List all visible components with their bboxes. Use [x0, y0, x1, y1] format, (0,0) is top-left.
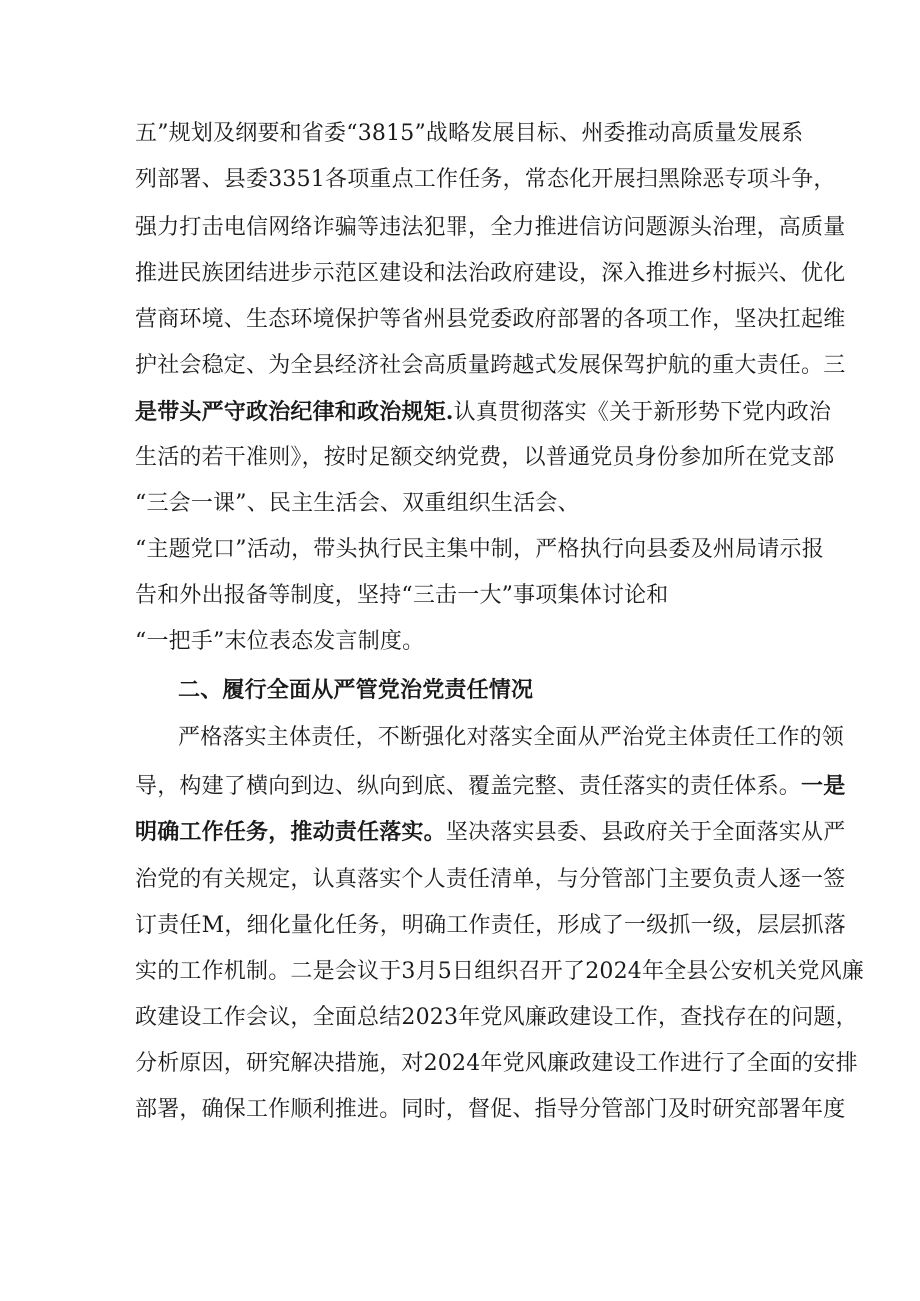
paragraph-line [135, 208, 846, 248]
line-text: 五”规划及纲要和省委“3815”战略发展目标、州委推动高质量发展系 [135, 121, 804, 146]
paragraph-line [135, 622, 785, 662]
line-text: 导，构建了横向到边、纵向到底、覆盖完整、责任落实的责任体系。 [135, 774, 802, 799]
line-text: 护社会稳定、为全县经济社会高质量跨越式发展保驾护航的重大责任。三 [135, 353, 846, 378]
paragraph-line [135, 812, 846, 852]
line-text: 治党的有关规定，认真落实个人责任清单，与分管部门主要负责人逐一签 [135, 867, 846, 892]
paragraph-line [178, 718, 845, 758]
paragraph-line [135, 860, 846, 900]
paragraph-line [135, 1090, 846, 1130]
line-text: 认真贯彻落实《关于新形势下党内政治 [453, 400, 832, 425]
paragraph-line [135, 998, 858, 1038]
paragraph-line [135, 346, 846, 386]
line-text: 列部署、县委3351各项重点工作任务，常态化开展扫黑除恶专项斗争， [135, 167, 836, 192]
line-text: 坚决落实县委、县政府关于全面落实从严 [445, 820, 846, 845]
line-text: 订责任M，细化量化任务，明确工作责任，形成了一级抓一级，层层抓落 [135, 913, 846, 938]
section-heading [178, 670, 785, 710]
paragraph-line [135, 906, 846, 946]
paragraph-line [135, 254, 846, 294]
paragraph-line [135, 392, 832, 432]
line-text: “一把手”末位表态发言制度。 [135, 629, 425, 654]
line-text: 实的工作机制。二是会议于3月5日组织召开了2024年全县公安机关党风廉 [135, 959, 864, 984]
paragraph-line [135, 484, 785, 524]
paragraph-line [135, 576, 785, 616]
line-text: 强力打击电信网络诈骗等违法犯罪，全力推进信访问题源头治理，高质量 [135, 215, 846, 240]
line-text: 告和外出报备等制度，坚持“三击一大”事项集体讨论和 [135, 583, 669, 608]
paragraph-line [135, 952, 864, 992]
line-text: “主题党口”活动，带头执行民主集中制，严格执行向县委及州局请示报 [135, 537, 824, 562]
line-text: “三会一课”、民主生活会、双重组织生活会、 [135, 491, 580, 516]
bold-line-text: 明确工作任务，推动责任落实。 [135, 819, 446, 845]
paragraph-line [135, 300, 846, 340]
line-text: 政建设工作会议，全面总结2023年党风廉政建设工作，查找存在的问题， [135, 1005, 858, 1030]
line-text: 推进民族团结进步示范区建设和法治政府建设，深入推进乡村振兴、优化 [135, 261, 846, 286]
paragraph-line [135, 1044, 858, 1084]
line-text: 分析原因，研究解决措施，对2024年党风廉政建设工作进行了全面的安排 [135, 1051, 858, 1076]
line-text: 生活的若干准则》，按时足额交纳党费，以普通党员身份参加所在党支部 [135, 445, 835, 470]
line-text: 严格落实主体责任，不断强化对落实全面从严治党主体责任工作的领 [178, 725, 845, 750]
line-text: 营商环境、生态环境保护等省州县党委政府部署的各项工作，坚决扛起维 [135, 307, 846, 332]
section-heading-text: 二、履行全面从严管党治党责任情况 [178, 677, 534, 703]
bold-line-text: 一是 [801, 773, 846, 799]
paragraph-line [135, 766, 846, 806]
paragraph-line [135, 438, 835, 478]
bold-line-text: 是带头严守政治纪律和政治规矩. [135, 399, 454, 425]
paragraph-line [135, 114, 804, 154]
line-text: 部署，确保工作顺利推进。同时，督促、指导分管部门及时研究部署年度 [135, 1097, 846, 1122]
paragraph-line [135, 530, 824, 570]
paragraph-line [135, 160, 836, 200]
